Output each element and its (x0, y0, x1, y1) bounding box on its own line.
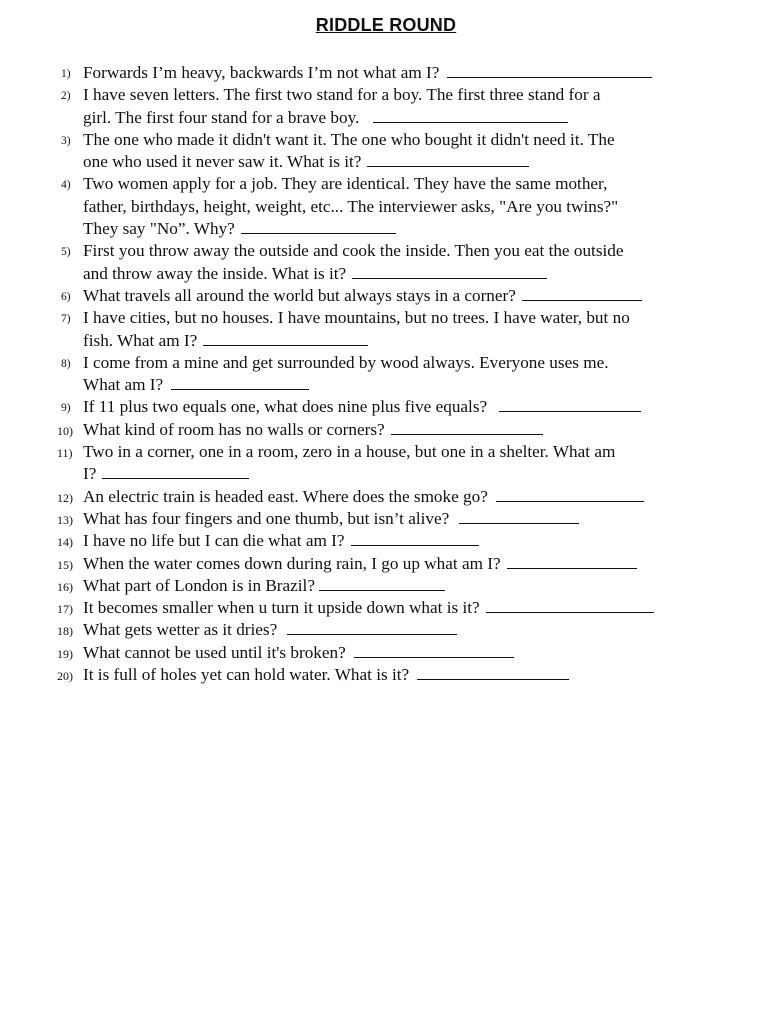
riddle-line (83, 619, 457, 641)
riddle-line-text: Two in a corner, one in a room, zero in a house, but one in a shelter. What am (83, 442, 616, 462)
riddle-text (83, 419, 543, 441)
answer-blank[interactable] (507, 567, 637, 569)
riddle-line-text: They say "No”. Why? (83, 219, 235, 239)
riddle-number: 5) (61, 246, 71, 259)
answer-blank[interactable] (171, 388, 309, 390)
riddle-line-text: It is full of holes yet can hold water. What is it? (83, 665, 410, 685)
riddle-line-text: If 11 plus two equals one, what does nine plus five equals? (83, 397, 488, 417)
riddle-item (0, 129, 768, 174)
riddle-item (0, 441, 768, 486)
riddle-line-text: I have no life but I can die what am I? (83, 531, 345, 551)
riddle-item (0, 173, 768, 240)
riddle-number: 18) (57, 624, 73, 639)
riddle-line (83, 285, 642, 307)
riddle-line-text: What travels all around the world but always stays in a corner? (83, 285, 516, 305)
riddle-text (83, 486, 644, 508)
riddle-item (0, 240, 768, 285)
answer-blank[interactable] (417, 678, 569, 680)
riddle-item (0, 553, 768, 575)
answer-blank[interactable] (499, 410, 641, 412)
riddle-number: 10) (57, 423, 73, 438)
riddle-text (83, 553, 637, 575)
riddle-line-text: girl. The first four stand for a brave boy. (83, 107, 360, 127)
riddle-line (83, 553, 637, 575)
riddle-line-text: I? (83, 464, 97, 484)
riddle-line (83, 597, 654, 619)
riddle-line-text: What has four fingers and one thumb, but isn’t alive? (83, 508, 450, 528)
riddle-text (83, 642, 514, 664)
answer-blank[interactable] (373, 121, 568, 123)
riddle-line-text: The one who made it didn't want it. The one who bought it didn't need it. The (83, 129, 615, 149)
riddle-text (83, 240, 624, 285)
riddle-line (83, 441, 615, 463)
riddle-text (83, 530, 479, 552)
riddle-line (83, 508, 579, 530)
riddle-line (83, 240, 624, 262)
riddle-line (83, 107, 601, 129)
answer-blank[interactable] (203, 344, 368, 346)
riddle-item (0, 352, 768, 397)
riddle-line (83, 419, 543, 441)
riddle-item (0, 597, 768, 619)
riddle-line-text: Two women apply for a job. They are identical. They have the same mother, (83, 174, 608, 194)
riddle-number: 17) (57, 602, 73, 617)
riddle-number: 14) (57, 535, 73, 550)
answer-blank[interactable] (391, 433, 543, 435)
riddle-item (0, 307, 768, 352)
riddle-line-text: When the water comes down during rain, I go up what am I? (83, 553, 501, 573)
riddle-text (83, 352, 609, 397)
riddle-text (83, 173, 618, 240)
riddle-line-text: Forwards I’m heavy, backwards I’m not what am I? (83, 63, 440, 82)
riddle-line-text: I come from a mine and get surrounded by wood always. Everyone uses me. (83, 352, 609, 372)
riddle-line (83, 218, 618, 240)
riddle-line-text: What part of London is in Brazil? (83, 575, 315, 595)
answer-blank[interactable] (459, 522, 579, 524)
riddle-line (83, 62, 652, 84)
riddle-item (0, 530, 768, 552)
page-title: RIDDLE ROUND (315, 15, 457, 35)
riddle-number: 19) (57, 646, 73, 661)
riddle-line (83, 396, 641, 418)
riddle-item (0, 664, 768, 686)
riddle-line (83, 575, 445, 597)
riddle-text (83, 597, 654, 619)
riddle-number: 6) (61, 290, 71, 303)
riddle-number: 13) (57, 512, 73, 527)
riddle-number: 12) (57, 490, 73, 505)
answer-blank[interactable] (287, 633, 457, 635)
riddle-text (83, 619, 457, 641)
riddle-number: 3) (61, 134, 71, 147)
riddle-line-text: fish. What am I? (83, 330, 198, 350)
riddle-text (83, 84, 601, 129)
riddle-item (0, 419, 768, 441)
answer-blank[interactable] (319, 589, 445, 591)
riddle-item (0, 642, 768, 664)
riddle-line-text: It becomes smaller when u turn it upside down what is it? (83, 598, 480, 618)
riddle-text (83, 508, 579, 530)
riddle-item (0, 575, 768, 597)
riddle-item (0, 396, 768, 418)
riddle-number: 1) (61, 68, 71, 80)
riddle-number: 2) (61, 90, 71, 103)
riddle-item (0, 486, 768, 508)
riddle-line (83, 196, 618, 218)
riddle-line (83, 664, 569, 686)
riddle-line (83, 486, 644, 508)
riddle-item (0, 62, 768, 84)
riddle-text (83, 62, 652, 84)
riddle-item (0, 619, 768, 641)
riddle-line-text: What am I? (83, 375, 164, 395)
answer-blank[interactable] (102, 477, 249, 479)
riddle-line-text: one who used it never saw it. What is it? (83, 152, 362, 172)
riddle-number: 7) (61, 313, 71, 326)
answer-blank[interactable] (522, 299, 642, 301)
riddle-number: 15) (57, 557, 73, 572)
riddle-line (83, 84, 601, 106)
riddle-item (0, 84, 768, 129)
answer-blank[interactable] (496, 500, 644, 502)
riddle-number: 11) (57, 446, 73, 461)
answer-blank[interactable] (354, 656, 514, 658)
riddle-text (83, 575, 445, 597)
riddle-text (83, 129, 615, 174)
riddle-text (83, 441, 615, 486)
riddle-line (83, 151, 615, 173)
riddle-line (83, 642, 514, 664)
riddle-line (83, 330, 630, 352)
riddle-item (0, 285, 768, 307)
riddle-number: 8) (61, 357, 71, 370)
riddle-text (83, 307, 630, 352)
riddle-line (83, 530, 479, 552)
answer-blank[interactable] (352, 277, 547, 279)
riddle-line-text: What kind of room has no walls or corners? (83, 419, 385, 439)
riddle-line (83, 352, 609, 374)
riddle-line-text: What cannot be used until it's broken? (83, 642, 346, 662)
riddle-item (0, 508, 768, 530)
riddle-number: 9) (61, 402, 71, 415)
riddle-line-text: An electric train is headed east. Where does the smoke go? (83, 486, 488, 506)
riddle-line-text: father, birthdays, height, weight, etc... The interviewer asks, "Are you twins?" (83, 196, 619, 216)
riddle-number: 16) (57, 579, 73, 594)
answer-blank[interactable] (351, 544, 479, 546)
riddle-line (83, 129, 615, 151)
riddle-text (83, 664, 569, 686)
riddle-line (83, 263, 624, 285)
riddle-line-text: I have cities, but no houses. I have mountains, but no trees. I have water, but no (83, 308, 630, 328)
riddle-number: 4) (61, 179, 71, 192)
answer-blank[interactable] (486, 611, 654, 613)
riddle-line-text: First you throw away the outside and cook the inside. Then you eat the outside (83, 241, 624, 261)
riddle-list (0, 62, 768, 686)
answer-blank[interactable] (241, 232, 396, 234)
riddle-text (83, 396, 641, 418)
riddle-number: 20) (57, 669, 73, 684)
riddle-line (83, 374, 609, 396)
riddle-line-text: What gets wetter as it dries? (83, 620, 278, 640)
riddle-line-text: and throw away the inside. What is it? (83, 263, 347, 283)
riddle-line (83, 173, 618, 195)
answer-blank[interactable] (447, 76, 652, 78)
riddle-line (83, 463, 615, 485)
riddle-line-text: I have seven letters. The first two stand for a boy. The first three stand for a (83, 85, 601, 105)
riddle-line (83, 307, 630, 329)
riddle-text (83, 285, 642, 307)
answer-blank[interactable] (367, 165, 529, 167)
